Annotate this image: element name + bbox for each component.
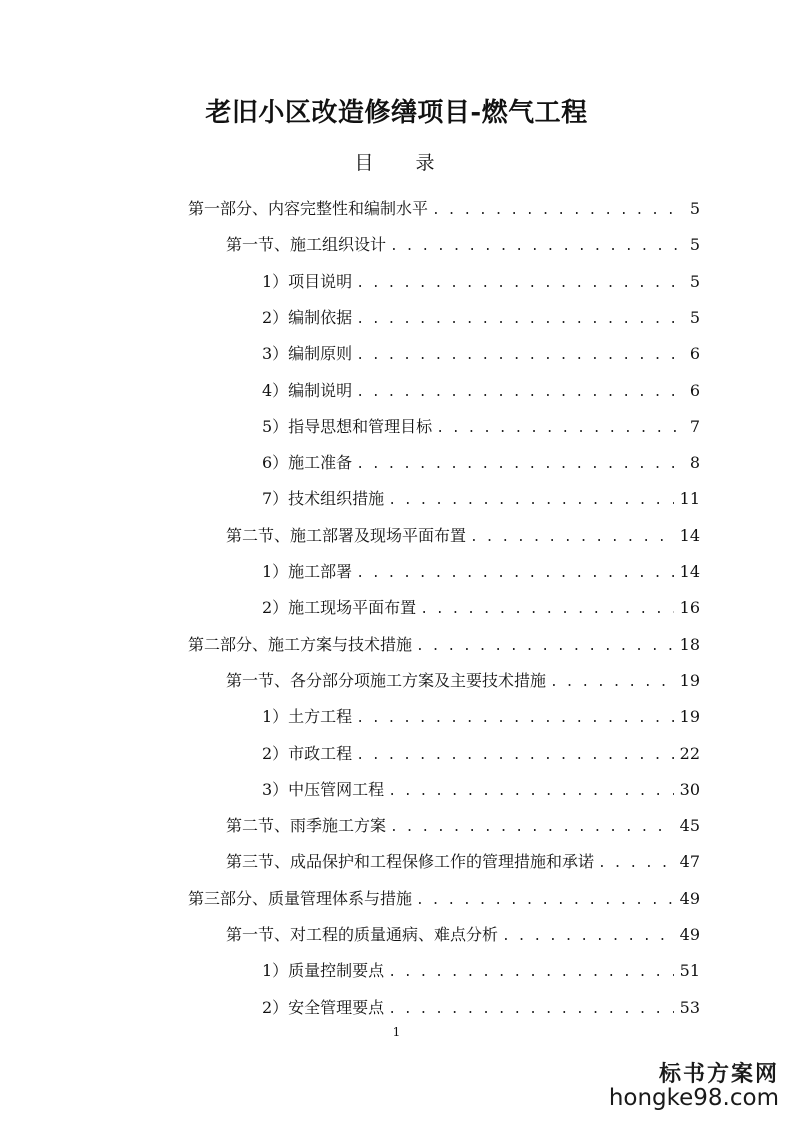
toc-entry-label: 7）技术组织措施 [262, 489, 385, 509]
toc-entry-page: 18 [679, 634, 700, 654]
toc-dot-leader [416, 639, 674, 654]
toc-entry[interactable] [262, 559, 700, 583]
toc-entry-label: 2）施工现场平面布置 [262, 598, 417, 618]
toc-entry[interactable] [262, 486, 700, 510]
toc-entry-label: 1）土方工程 [262, 707, 353, 727]
toc-dot-leader [470, 530, 674, 545]
toc-entry[interactable] [262, 595, 700, 619]
toc-entry[interactable] [262, 414, 700, 438]
toc-entry-page: 49 [679, 925, 700, 944]
toc-entry-page: 30 [679, 779, 700, 799]
toc-entry[interactable] [188, 196, 700, 220]
toc-entry-page: 6 [689, 380, 700, 400]
toc-entry-label: 1）施工部署 [262, 562, 353, 581]
document-title: 老旧小区改造修缮项目-燃气工程 [205, 98, 588, 128]
toc-entry-label: 1）项目说明 [262, 271, 353, 291]
toc-entry-page: 16 [679, 598, 700, 618]
toc-heading: 目 录 [354, 152, 453, 174]
toc-entry-page: 5 [689, 307, 700, 327]
toc-dot-leader [388, 784, 673, 799]
toc-entry-label: 第一节、对工程的质量通病、难点分析 [226, 925, 499, 944]
toc-entry-label: 第二节、雨季施工方案 [226, 816, 387, 836]
toc-dot-leader [550, 675, 674, 690]
toc-entry-label: 5）指导思想和管理目标 [262, 416, 433, 436]
toc-entry-label: 1）质量控制要点 [262, 961, 385, 981]
toc-dot-leader [388, 1002, 673, 1017]
toc-dot-leader [502, 929, 674, 944]
toc-entry-label: 2）安全管理要点 [262, 997, 385, 1017]
toc-entry-label: 第二部分、施工方案与技术措施 [188, 634, 413, 654]
toc-entry-label: 第二节、施工部署及现场平面布置 [226, 525, 467, 545]
toc-entry[interactable] [226, 813, 700, 837]
toc-entry[interactable] [262, 341, 700, 365]
toc-entry[interactable] [226, 232, 700, 256]
toc-entry[interactable] [262, 995, 700, 1019]
toc-entry-page: 5 [689, 271, 700, 291]
toc-dot-leader [356, 711, 673, 726]
toc-entry[interactable] [226, 668, 700, 692]
toc-entry-label: 3）中压管网工程 [262, 779, 385, 799]
toc-entry-label: 第一部分、内容完整性和编制水平 [188, 199, 429, 218]
toc-dot-leader [432, 203, 678, 218]
toc-entry-label: 3）编制原则 [262, 344, 353, 364]
toc-dot-leader [356, 312, 678, 327]
toc-entry-page: 51 [679, 961, 700, 981]
toc-dot-leader [436, 421, 678, 436]
toc-entry[interactable] [262, 958, 700, 982]
toc-entry[interactable] [226, 922, 700, 946]
toc-dot-leader [390, 239, 678, 254]
toc-entry-page: 6 [689, 344, 700, 364]
toc-entry-page: 19 [679, 707, 700, 727]
toc-entry-label: 第一节、施工组织设计 [226, 235, 387, 255]
toc-dot-leader [356, 348, 678, 363]
toc-entry-label: 第三节、成品保护和工程保修工作的管理措施和承诺 [226, 852, 595, 872]
toc-entry-page: 22 [679, 743, 700, 763]
toc-dot-leader [388, 965, 673, 980]
toc-entry-page: 7 [689, 416, 700, 436]
toc-dot-leader [416, 893, 674, 908]
toc-entry-page: 19 [679, 670, 700, 690]
toc-entry[interactable] [262, 777, 700, 801]
toc-dot-leader [356, 385, 678, 400]
toc-entry[interactable] [262, 741, 700, 765]
toc-entry-label: 4）编制说明 [262, 380, 353, 400]
toc-entry-label: 第一节、各分部分项施工方案及主要技术措施 [226, 670, 547, 690]
toc-entry[interactable] [188, 886, 700, 910]
toc-entry-page: 14 [679, 525, 700, 545]
toc-entry-page: 47 [679, 852, 700, 872]
toc-dot-leader [356, 276, 678, 291]
toc-entry[interactable] [262, 378, 700, 402]
toc-entry-page: 49 [679, 888, 700, 908]
watermark-domain-text: hongke98.com [608, 1084, 779, 1111]
toc-entry-page: 8 [689, 453, 700, 473]
toc-entry-page: 11 [679, 489, 700, 509]
toc-dot-leader [388, 493, 673, 508]
toc-dot-leader [390, 820, 674, 835]
toc-entry-label: 2）市政工程 [262, 743, 353, 763]
toc-entry[interactable] [226, 523, 700, 547]
toc-dot-leader [420, 602, 673, 617]
toc-dot-leader [598, 856, 674, 871]
toc-entry[interactable] [262, 269, 700, 293]
toc-entry-page: 53 [679, 997, 700, 1017]
site-watermark [609, 1063, 779, 1110]
toc-entry-page: 45 [679, 816, 700, 836]
toc-entry-page: 5 [689, 199, 700, 218]
toc-entry-page: 5 [689, 235, 700, 255]
toc-dot-leader [356, 566, 673, 581]
toc-entry-page: 14 [679, 562, 700, 581]
toc-entry[interactable] [188, 632, 700, 656]
page-number: 1 [392, 1025, 401, 1039]
toc-entry[interactable] [262, 305, 700, 329]
toc-entry-label: 2）编制依据 [262, 307, 353, 327]
toc-entry[interactable] [262, 450, 700, 474]
toc-entry-label: 第三部分、质量管理体系与措施 [188, 888, 413, 908]
toc-entry[interactable] [226, 849, 700, 873]
toc-dot-leader [356, 748, 673, 763]
toc-entry-label: 6）施工准备 [262, 453, 353, 473]
toc-entry[interactable] [262, 704, 700, 728]
toc-dot-leader [356, 457, 678, 472]
watermark-chinese-text: 标书方案网 [658, 1061, 779, 1087]
